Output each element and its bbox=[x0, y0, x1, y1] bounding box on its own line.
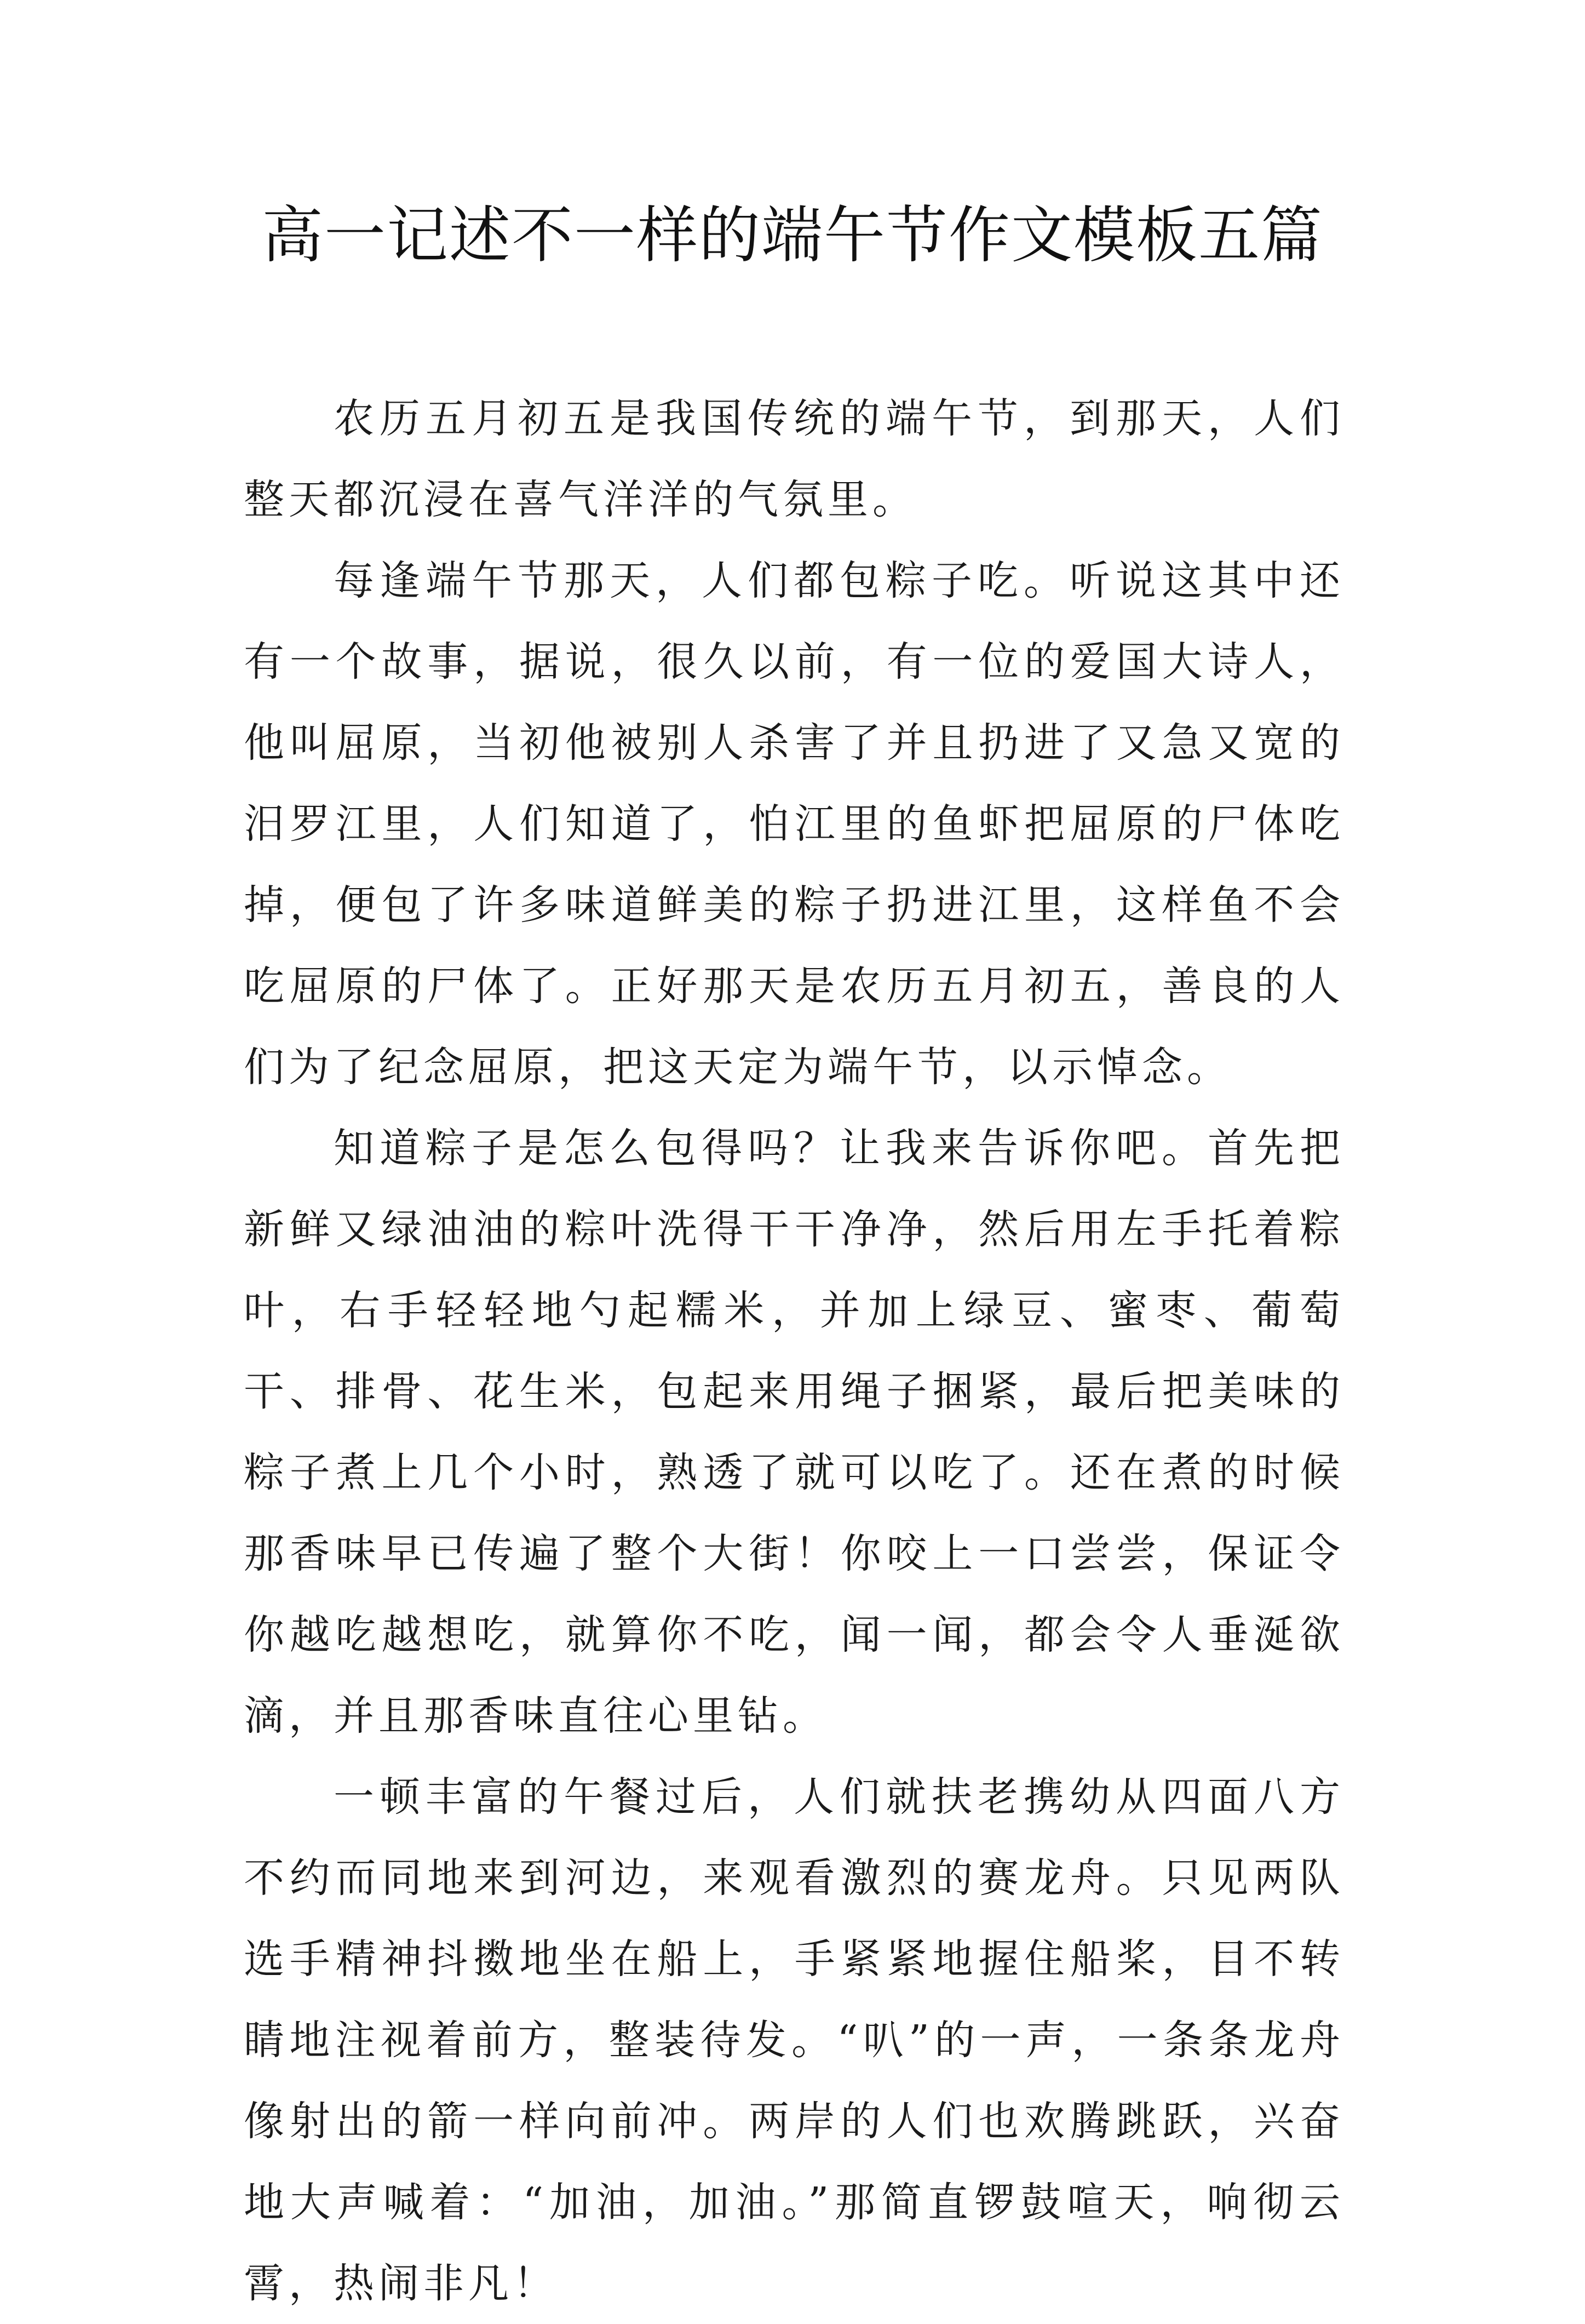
paragraph-4: 一顿丰富的午餐过后，人们就扶老携幼从四面八方不约而同地来到河边，来观看激烈的赛龙舟。只见两队选手精神抖擞地坐在船上，手紧紧地握住船桨，目不转睛地注视着前方，整装待发。“叭”的一声，一条条龙舟像射出的箭一样向前冲。两岸的人们也欢腾跳跃，兴奋地大声喊着：“加油，加油。”那简直锣鼓喧天，响彻云霄，热闹非凡！ bbox=[244, 1773, 1345, 2307]
document-title: 高一记述不一样的端午节作文模板五篇 bbox=[262, 200, 1323, 271]
paragraph-2: 每逢端午节那天，人们都包粽子吃。听说这其中还有一个故事，据说，很久以前，有一位的爱国大诗人，他叫屈原，当初他被别人杀害了并且扔进了又急又宽的汨罗江里，人们知道了，怕江里的鱼虾把屈原的尸体吃掉，便包了许多味道鲜美的粽子扔进江里，这样鱼不会吃屈原的尸体了。正好那天是农历五月初五，善良的人们为了纪念屈原，把这天定为端午节，以示悼念。 bbox=[244, 557, 1345, 1091]
paragraph-1: 农历五月初五是我国传统的端午节，到那天，人们整天都沉浸在喜气洋洋的气氛里。 bbox=[244, 395, 1345, 523]
document-body bbox=[244, 378, 1345, 2324]
paragraph-3: 知道粽子是怎么包得吗？让我来告诉你吧。首先把新鲜又绿油油的粽叶洗得干干净净，然后用左手托着粽叶，右手轻轻地勺起糯米，并加上绿豆、蜜枣、葡萄干、排骨、花生米，包起来用绳子捆紧，最后把美味的粽子煮上几个小时，熟透了就可以吃了。还在煮的时候那香味早已传遍了整个大街！你咬上一口尝尝，保证令你越吃越想吃，就算你不吃，闻一闻，都会令人垂涎欲滴，并且那香味直往心里钻。 bbox=[244, 1125, 1345, 1739]
